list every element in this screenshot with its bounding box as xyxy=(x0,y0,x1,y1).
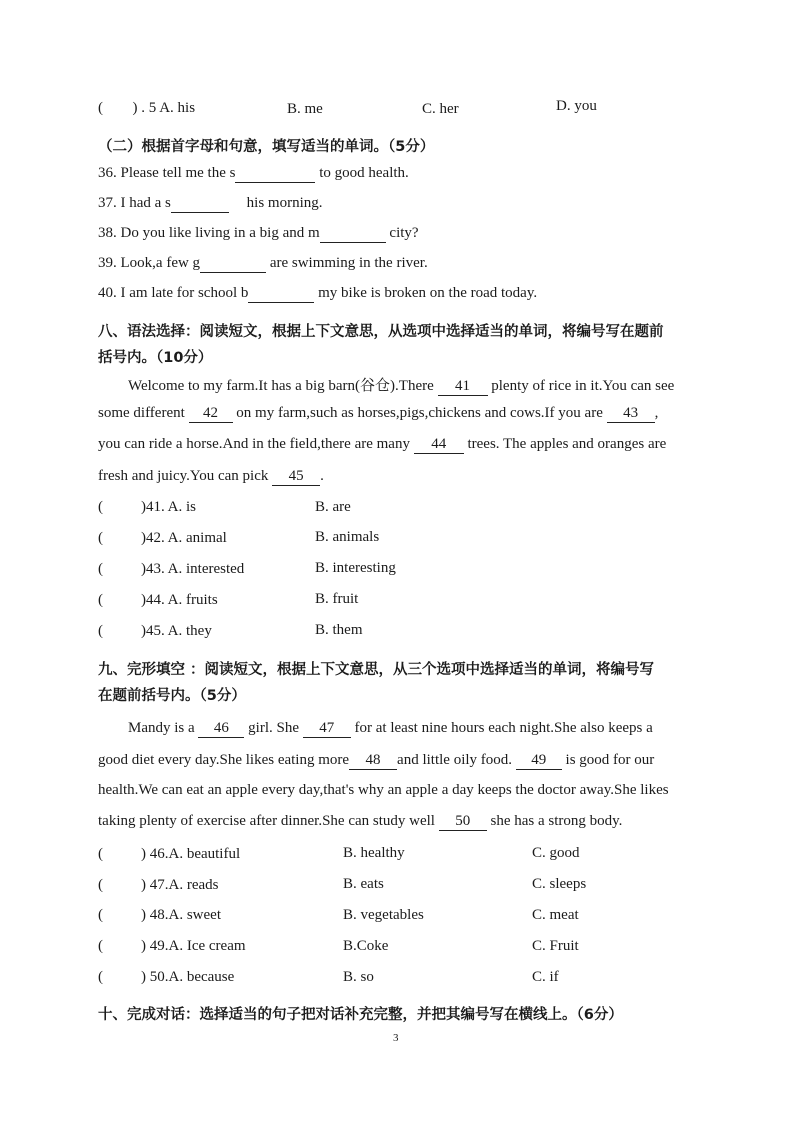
passage-text: is good for our xyxy=(565,752,655,768)
passage-text: and little oily food. xyxy=(397,752,513,768)
q35-prefix: . 5 xyxy=(141,100,157,116)
q45-option-b: B. them xyxy=(315,622,363,638)
q45-paren: ( xyxy=(98,623,103,639)
q37-text-post: his morning. xyxy=(246,195,323,211)
q42-option-b: B. animals xyxy=(315,529,380,545)
q35-option-b: B. me xyxy=(287,101,323,117)
section9-title-line1: 九、完形填空 ：阅读短文，根据上下文意思，从三个选项中选择适当的单词，将编号写 xyxy=(98,662,655,678)
blank-43: 43 xyxy=(607,405,655,423)
blank-45: 45 xyxy=(272,468,320,486)
q48-paren: ( xyxy=(98,907,103,923)
passage-text: trees. The apples and oranges are xyxy=(467,436,667,452)
passage-text: good diet every day.She likes eating more xyxy=(98,752,350,768)
passage-text: taking plenty of exercise after dinner.She can study well xyxy=(98,813,435,829)
q48-option-b: B. vegetables xyxy=(343,907,424,923)
q46-option-c: C. good xyxy=(532,845,580,861)
blank-41: 41 xyxy=(438,378,488,396)
q46-option-b: B. healthy xyxy=(343,845,405,861)
passage-text: girl. She xyxy=(248,720,300,736)
q39-text-pre: 39. Look,a few g xyxy=(98,255,201,271)
section8-passage-line4: fresh and juicy.You can pick 45 . xyxy=(98,468,324,484)
answer-paren-close: ) xyxy=(132,100,138,116)
section8-title-line1: 八、语法选择：阅读短文，根据上下文意思，从选项中选择适当的单词，将编号写在题前 xyxy=(98,324,664,340)
q42-option-a: )42. A. animal xyxy=(141,530,227,546)
answer-paren-open: ( xyxy=(98,100,103,116)
passage-text: Welcome to my farm.It has a big barn(谷仓).There xyxy=(128,378,434,394)
passage-text: some different xyxy=(98,405,185,421)
q41-option-a: )41. A. is xyxy=(141,499,197,515)
q36-blank xyxy=(235,165,315,183)
question-36 xyxy=(98,165,409,183)
section9-title-line2: 在题前括号内。（5分） xyxy=(98,688,246,704)
blank-50: 50 xyxy=(439,813,487,831)
q35-option-a: A. his xyxy=(159,100,196,116)
q40-text-post: my bike is broken on the road today. xyxy=(318,285,538,301)
passage-text: she has a strong body. xyxy=(490,813,623,829)
q47-option-b: B. eats xyxy=(343,876,384,892)
q47-option-a: ) 47.A. reads xyxy=(141,877,219,893)
q47-paren: ( xyxy=(98,877,103,893)
q40-text-pre: 40. I am late for school b xyxy=(98,285,249,301)
q49-option-b: B.Coke xyxy=(343,938,389,954)
q35-option-d: D. you xyxy=(556,98,597,114)
q46-paren: ( xyxy=(98,846,103,862)
blank-44: 44 xyxy=(414,436,464,454)
q45-option-a: )45. A. they xyxy=(141,623,212,639)
question-39 xyxy=(98,255,428,273)
section8-passage-line1 xyxy=(128,374,674,396)
q47-option-c: C. sleeps xyxy=(532,876,587,892)
q41-paren: ( xyxy=(98,499,103,515)
passage-text: you can ride a horse.And in the field,there are many xyxy=(98,436,410,452)
q48-option-c: C. meat xyxy=(532,907,579,923)
q40-blank xyxy=(248,285,314,303)
q43-paren: ( xyxy=(98,561,103,577)
q44-option-b: B. fruit xyxy=(315,591,359,607)
q48-option-a: ) 48.A. sweet xyxy=(141,907,221,923)
section10-title: 十、完成对话：选择适当的句子把对话补充完整，并把其编号写在横线上。（6分） xyxy=(98,1007,623,1023)
q38-text-pre: 38. Do you like living in a big and m xyxy=(98,225,320,241)
section2-title: （二）根据首字母和句意，填写适当的单词。（5分） xyxy=(98,139,435,155)
q38-text-post: city? xyxy=(389,225,419,241)
q36-text-pre: 36. Please tell me the s xyxy=(98,165,236,181)
q49-option-a: ) 49.A. Ice cream xyxy=(141,938,246,954)
q37-blank xyxy=(171,195,229,213)
passage-text: fresh and juicy.You can pick xyxy=(98,468,269,484)
q50-paren: ( xyxy=(98,969,103,985)
q35-option-c: C. her xyxy=(422,101,459,117)
passage-text: for at least nine hours each night.She also keeps a xyxy=(354,720,653,736)
q49-paren: ( xyxy=(98,938,103,954)
q50-option-a: ) 50.A. because xyxy=(141,969,235,985)
section8-title-line2: 括号内。（10分） xyxy=(98,350,213,366)
page-number: 3 xyxy=(393,1032,399,1044)
question-40 xyxy=(98,285,537,303)
q50-option-c: C. if xyxy=(532,969,559,985)
q44-paren: ( xyxy=(98,592,103,608)
q43-option-b: B. interesting xyxy=(315,560,396,576)
q39-blank xyxy=(200,255,266,273)
section8-passage-line3 xyxy=(98,436,666,454)
q44-option-a: )44. A. fruits xyxy=(141,592,218,608)
question-38 xyxy=(98,225,419,243)
section9-passage-line3: health.We can eat an apple every day,that's why an apple a day keeps the doctor away.She likes xyxy=(98,782,669,798)
q36-text-post: to good health. xyxy=(319,165,409,181)
blank-48: 48 xyxy=(349,752,397,770)
q38-blank xyxy=(320,225,386,243)
q46-option-a: ) 46.A. beautiful xyxy=(141,846,241,862)
passage-text: on my farm,such as horses,pigs,chickens and cows.If you are xyxy=(236,405,603,421)
section9-passage-line2 xyxy=(98,752,654,770)
blank-47: 47 xyxy=(303,720,351,738)
section9-passage-line1 xyxy=(128,720,653,738)
q42-paren: ( xyxy=(98,530,103,546)
q41-option-b: B. are xyxy=(315,499,351,515)
question-37 xyxy=(98,195,323,213)
passage-text: plenty of rice in it.You can see xyxy=(491,378,675,394)
q37-text-pre: 37. I had a s xyxy=(98,195,171,211)
passage-text: Mandy is a xyxy=(128,720,195,736)
q43-option-a: )43. A. interested xyxy=(141,561,245,577)
blank-49: 49 xyxy=(516,752,562,770)
q35-row xyxy=(98,100,195,117)
blank-46: 46 xyxy=(198,720,244,738)
q39-text-post: are swimming in the river. xyxy=(269,255,428,271)
q49-option-c: C. Fruit xyxy=(532,938,579,954)
q50-option-b: B. so xyxy=(343,969,374,985)
section9-passage-line4 xyxy=(98,813,622,831)
section8-passage-line2: some different 42 on my farm,such as horses,pigs,chickens and cows.If you are 43 , xyxy=(98,405,659,421)
blank-42: 42 xyxy=(189,405,233,423)
